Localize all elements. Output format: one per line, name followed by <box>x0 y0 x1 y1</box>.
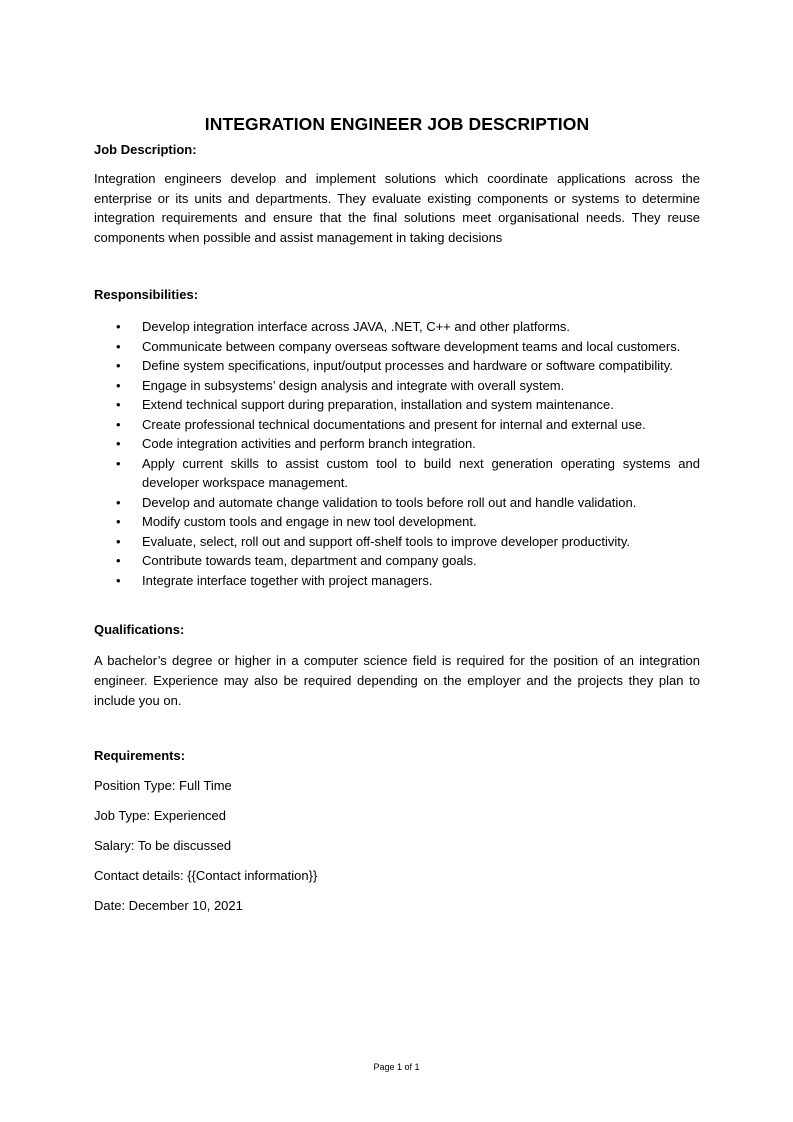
bullet-icon: • <box>116 397 121 413</box>
date: Date: December 10, 2021 <box>94 898 243 914</box>
bullet-icon: • <box>116 358 121 374</box>
list-item: • Communicate between company overseas software development teams and local customers. <box>94 337 700 357</box>
bullet-icon: • <box>116 553 121 569</box>
job-description-heading: Job Description: <box>94 142 197 157</box>
list-item: • Develop integration interface across JAVA, .NET, C++ and other platforms. <box>94 317 700 337</box>
list-item: • Modify custom tools and engage in new tool development. <box>94 512 700 532</box>
responsibilities-heading: Responsibilities: <box>94 287 199 303</box>
responsibilities-list <box>94 317 700 590</box>
job-description-text: Integration engineers develop and implement solutions which coordinate applications across the enterprise or its units and departments. They evaluate existing components or systems to determine integration requirements and ensure that the final solutions meet organisational needs. They reuse components when possible and assist management in taking decisions <box>94 171 700 245</box>
list-item: • Develop and automate change validation to tools before roll out and handle validation. <box>94 493 700 513</box>
document-page <box>94 112 700 915</box>
list-item: • Engage in subsystems’ design analysis and integrate with overall system. <box>94 376 700 396</box>
bullet-icon: • <box>116 572 121 588</box>
bullet-icon: • <box>116 416 121 432</box>
qualifications-text: A bachelor’s degree or higher in a computer science field is required for the position of an integration engineer. Experience may also be required depending on the employer and the projects they plan to include you on. <box>94 653 700 708</box>
document-title: INTEGRATION ENGINEER JOB DESCRIPTION <box>204 114 590 134</box>
requirements-heading: Requirements: <box>94 748 186 764</box>
list-item: • Create professional technical documentations and present for internal and external use. <box>94 415 700 435</box>
bullet-icon: • <box>116 377 121 393</box>
bullet-icon: • <box>116 455 121 471</box>
contact-details: Contact details: {{Contact information}} <box>94 868 318 884</box>
bullet-icon: • <box>116 533 121 549</box>
list-item: • Define system specifications, input/output processes and hardware or software compatibility. <box>94 356 700 376</box>
job-type: Job Type: Experienced <box>94 808 227 824</box>
list-item: • Apply current skills to assist custom tool to build next generation operating systems and developer workspace management. <box>116 455 700 491</box>
list-item: • Integrate interface together with project managers. <box>94 571 700 591</box>
list-item: • Code integration activities and perform branch integration. <box>94 434 700 454</box>
list-item: • Extend technical support during preparation, installation and system maintenance. <box>94 395 700 415</box>
bullet-icon: • <box>116 494 121 510</box>
position-type: Position Type: Full Time <box>94 778 232 794</box>
list-item: • Contribute towards team, department and company goals. <box>94 551 700 571</box>
page-number: Page 1 of 1 <box>373 1062 420 1072</box>
bullet-icon: • <box>116 514 121 530</box>
bullet-icon: • <box>116 338 121 354</box>
bullet-icon: • <box>116 319 121 335</box>
salary: Salary: To be discussed <box>94 838 232 854</box>
list-item: • Evaluate, select, roll out and support off-shelf tools to improve developer productivity. <box>94 532 700 552</box>
bullet-icon: • <box>116 436 121 452</box>
qualifications-heading: Qualifications: <box>94 622 185 638</box>
